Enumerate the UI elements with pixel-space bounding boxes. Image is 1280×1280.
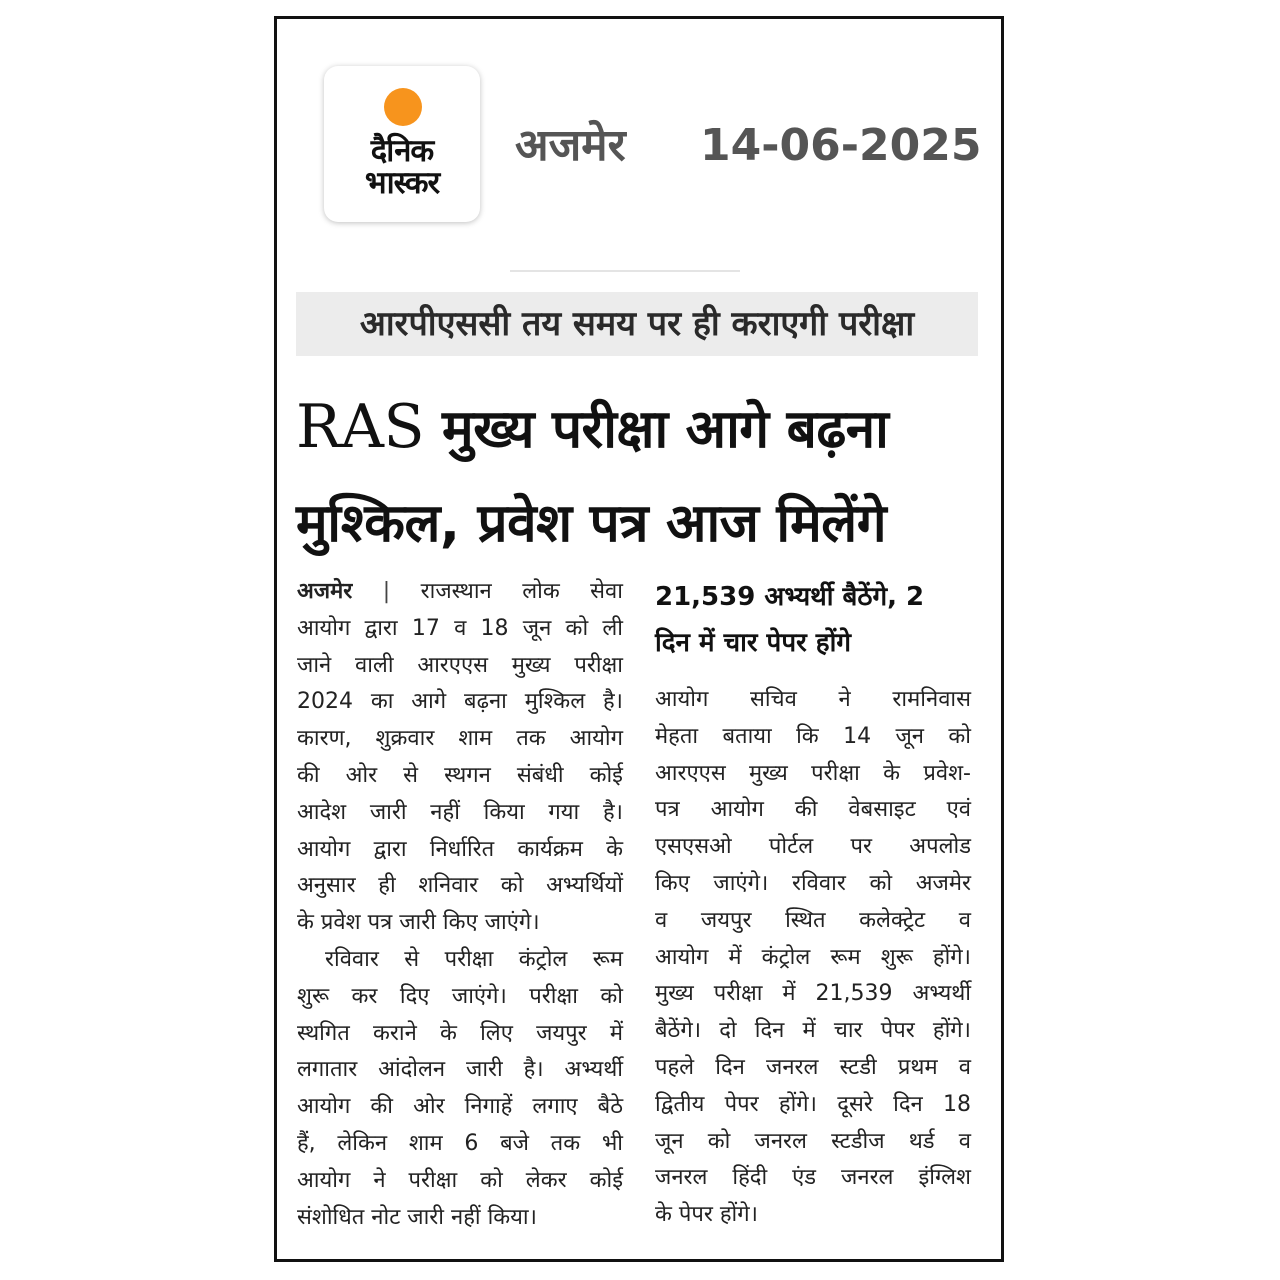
logo-text-line2: भास्कर	[364, 165, 440, 201]
dainik-bhaskar-logo	[324, 66, 480, 222]
body-line: कारण, शुक्रवार शाम तक आयोग	[297, 726, 623, 752]
divider	[510, 270, 740, 272]
body-line: आयोग द्वारा निर्धारित कार्यक्रम के	[297, 836, 623, 862]
edition-date: 14-06-2025	[700, 120, 982, 171]
body-line: आयोग की ओर निगाहें लगाए बैठे	[297, 1094, 623, 1120]
body-line: अनुसार ही शनिवार को अभ्यर्थियों	[297, 873, 623, 899]
body-line: स्थगित कराने के लिए जयपुर में	[297, 1020, 623, 1046]
body-line	[297, 574, 623, 611]
body-line: जून को जनरल स्टडीज थर्ड व	[655, 1128, 971, 1154]
body-line: आयोग ने परीक्षा को लेकर कोई	[297, 1167, 623, 1193]
body-line: की ओर से स्थगन संबंधी कोई	[297, 762, 623, 788]
body-line: संशोधित नोट जारी नहीं किया।	[297, 1204, 537, 1230]
sun-icon	[384, 88, 422, 126]
edition-city: अजमेर	[515, 120, 626, 171]
body-line: लगातार आंदोलन जारी है। अभ्यर्थी	[297, 1057, 623, 1083]
body-line: जनरल हिंदी एंड जनरल इंग्लिश	[655, 1165, 971, 1191]
body-line: आयोग सचिव ने रामनिवास	[655, 687, 971, 712]
body-line: मेहता बताया कि 14 जून को	[655, 723, 971, 749]
body-line: पत्र आयोग की वेबसाइट एवं	[655, 797, 971, 823]
body-line: व जयपुर स्थित कलेक्ट्रेट व	[655, 907, 971, 933]
body-line: मुख्य परीक्षा में 21,539 अभ्यर्थी	[655, 981, 971, 1007]
body-line: एसएसओ पोर्टल पर अपलोड	[655, 834, 971, 860]
body-line: हैं, लेकिन शाम 6 बजे तक भी	[297, 1130, 623, 1156]
headline-ras: RAS	[296, 392, 425, 462]
body-line: पहले दिन जनरल स्टडी प्रथम व	[655, 1054, 971, 1080]
headline-line-1-text: मुख्य परीक्षा आगे बढ़ना	[424, 399, 889, 460]
kicker-strap: आरपीएससी तय समय पर ही कराएगी परीक्षा	[296, 292, 978, 356]
body-line: आरएएस मुख्य परीक्षा के प्रवेश-	[655, 760, 971, 786]
body-line: आयोग द्वारा 17 व 18 जून को ली	[297, 615, 623, 641]
subheading	[655, 574, 975, 666]
body-line: द्वितीय पेपर होंगे। दूसरे दिन 18	[655, 1091, 971, 1117]
body-line: किए जाएंगे। रविवार को अजमेर	[655, 870, 971, 896]
body-column-right	[655, 682, 971, 1234]
headline-line-2: मुश्किल, प्रवेश पत्र आज मिलेंगे	[296, 493, 887, 554]
body-line: 2024 का आगे बढ़ना मुश्किल है।	[297, 689, 623, 715]
body-line: बैठेंगे। दो दिन में चार पेपर होंगे।	[655, 1018, 971, 1044]
body-line: शुरू कर दिए जाएंगे। परीक्षा को	[297, 983, 623, 1009]
subheading-line-1: 21,539 अभ्यर्थी बैठेंगे, 2	[655, 582, 925, 612]
dateline: अजमेर	[297, 579, 353, 604]
body-line: आयोग में कंट्रोल रूम शुरू होंगे।	[655, 944, 971, 970]
body-line: के पेपर होंगे।	[655, 1202, 758, 1228]
headline	[296, 380, 986, 571]
logo-text-line1: दैनिक	[370, 133, 434, 169]
body-line: जाने वाली आरएएस मुख्य परीक्षा	[297, 652, 623, 678]
headline-line-1	[296, 380, 986, 477]
body-line: रविवार से परीक्षा कंट्रोल रूम	[325, 946, 623, 972]
subheading-line-2: दिन में चार पेपर होंगे	[655, 628, 851, 658]
body-line: के प्रवेश पत्र जारी किए जाएंगे।	[297, 910, 540, 936]
body-column-left	[297, 574, 623, 1236]
body-line: आदेश जारी नहीं किया गया है।	[297, 799, 623, 825]
body-line-text: राजस्थान लोक सेवा	[420, 579, 623, 604]
dateline-separator: |	[352, 579, 421, 604]
